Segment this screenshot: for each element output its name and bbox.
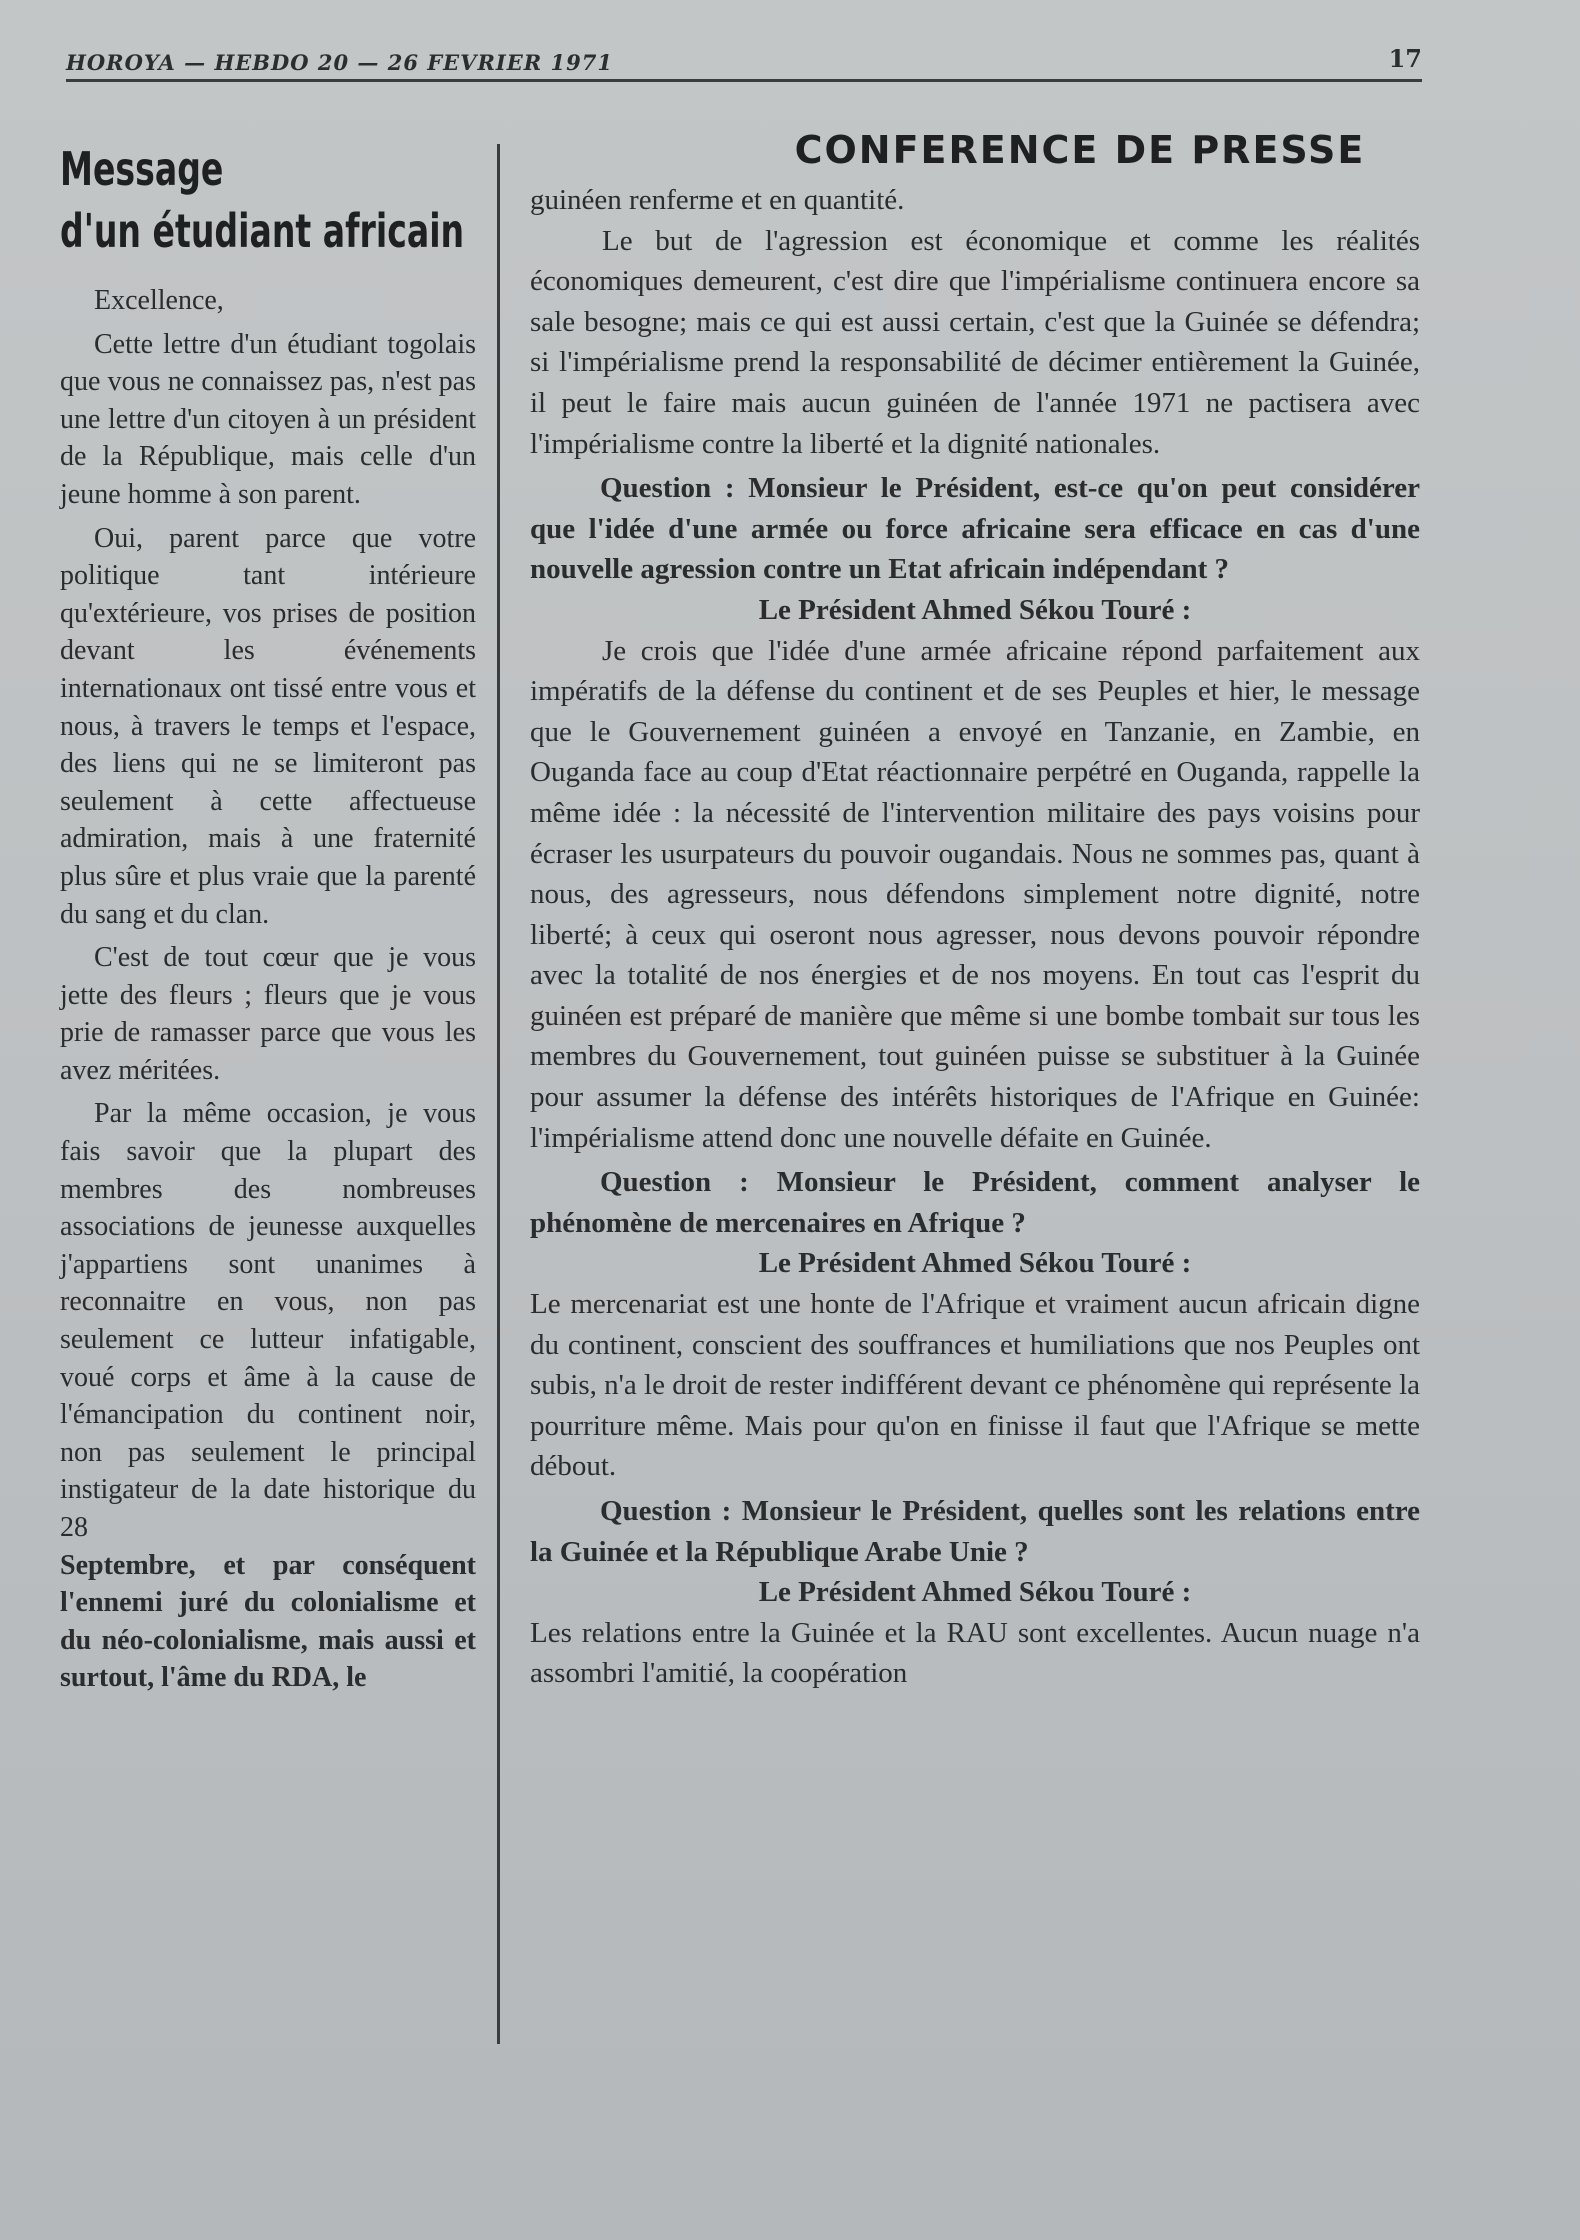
speaker-1: Le Président Ahmed Sékou Touré : xyxy=(758,593,1192,626)
left-paragraph-4: Par la même occasion, je vous fais savoir que la plupart des membres des nombreuses associations de jeunesse auxquelles j'appartiens sont unanimes à reconnaitre en vous, non pas seulement ce lutteur infatigable, voué corps et âme à la cause de l'émancipation du continent noir, non pas seulement le principal instigateur de la date historique du 28 xyxy=(60,1098,476,1543)
speaker-2: Le Président Ahmed Sékou Touré : xyxy=(758,1247,1192,1280)
greeting: Excellence, xyxy=(94,285,224,316)
left-paragraph-2: Oui, parent parce que votre politique tant intérieure qu'extérieure, vos prises de position devant les événements internationaux ont tissé entre vous et nous, à travers le temps et l'espace, des liens qui ne se limiteront pas seulement à cette affectueuse admiration, mais à une fraternité plus sûre et plus vraie que la parenté du sang et du clan. xyxy=(60,522,476,930)
header-rule xyxy=(66,79,1422,82)
page-number: 17 xyxy=(1388,44,1422,73)
masthead: HOROYA — HEBDO 20 — 26 FEVRIER 1971 xyxy=(66,50,613,75)
question-2: Question : Monsieur le Président, comment analyser le phénomène de mercenaires en Afrique ? xyxy=(530,1166,1420,1239)
paragraph-aggression: Le but de l'agression est économique et comme les réalités économiques demeurent, c'est dire que l'impérialisme continuera encore sa sale besogne; mais ce qui est aussi certain, c'est que la Guinée se défendra; si l'impérialisme prend la responsabilité de décimer entièrement la Guinée, il peut le faire mais aucun guinéen de l'année 1971 ne pactisera avec l'impérialisme contre la liberté et la dignité nationales. xyxy=(530,224,1420,460)
page-header xyxy=(66,44,1422,80)
right-article-body xyxy=(530,180,1420,1694)
question-1: Question : Monsieur le Président, est-ce qu'on peut considérer que l'idée d'une armée ou force africaine sera efficace en cas d'une nouvelle agression contre un Etat africain indépendant ? xyxy=(530,472,1420,586)
answer-3: Les relations entre la Guinée et la RAU sont excellentes. Aucun nuage n'a assombri l'amitié, la coopération xyxy=(530,1616,1420,1690)
left-article-title xyxy=(60,138,465,262)
answer-2: Le mercenariat est une honte de l'Afrique et vraiment aucun africain digne du continent, conscient des souffrances et humiliations que nos Peuples ont subis, n'a le droit de rester indifférent devant ce phénomène qui représente la pourriture même. Mais pour qu'on en finisse il faut que l'Afrique se mette débout. xyxy=(530,1288,1420,1483)
left-title-line1: Message xyxy=(60,142,224,196)
opening-fragment: guinéen renferme et en quantité. xyxy=(530,184,905,216)
left-paragraph-3: C'est de tout cœur que je vous jette des fleurs ; fleurs que je vous prie de ramasser parce que vous les avez méritées. xyxy=(60,942,476,1086)
left-paragraph-1: Cette lettre d'un étudiant togolais que vous ne connaissez pas, n'est pas une lettre d'un citoyen à un président de la République, mais celle d'un jeune homme à son parent. xyxy=(60,328,476,510)
left-title-line2: d'un étudiant africain xyxy=(60,204,465,258)
left-article xyxy=(60,120,476,1697)
left-paragraph-bold: Septembre, et par conséquent l'ennemi juré du colonialisme et du néo-colonialisme, mais aussi et surtout, l'âme du RDA, le xyxy=(60,1549,476,1694)
speaker-3: Le Président Ahmed Sékou Touré : xyxy=(758,1576,1192,1609)
column-divider xyxy=(497,144,500,2044)
answer-1: Je crois que l'idée d'une armée africaine répond parfaitement aux impératifs de la défense du continent et de ses Peuples et hier, le message que le Gouvernement guinéen a envoyé en Tanzanie, en Zambie, en Ouganda face au coup d'Etat réactionnaire perpétré en Ouganda, rappelle la même idée : la nécessité de l'intervention militaire des pays voisins pour écraser les usurpateurs du pouvoir ougandais. Nous ne sommes pas, quant à nous, des agresseurs, nous défendons simplement notre dignité, notre liberté; à ceux qui oseront nous agresser, nous devons pouvoir répondre avec la totalité de nos énergies et de nos moyens. En tout cas l'esprit du guinéen est préparé de manière que même si une bombe tombait sur tous les membres du Gouvernement, tout guinéen puisse se substituer à la Guinée pour assumer la défense des intérêts historiques de l'Afrique en Guinée: l'impérialisme attend donc une nouvelle défaite en Guinée. xyxy=(530,634,1420,1154)
right-article-title: CONFERENCE DE PRESSE xyxy=(794,128,1366,172)
question-3: Question : Monsieur le Président, quelles sont les relations entre la Guinée et la République Arabe Unie ? xyxy=(530,1495,1420,1568)
